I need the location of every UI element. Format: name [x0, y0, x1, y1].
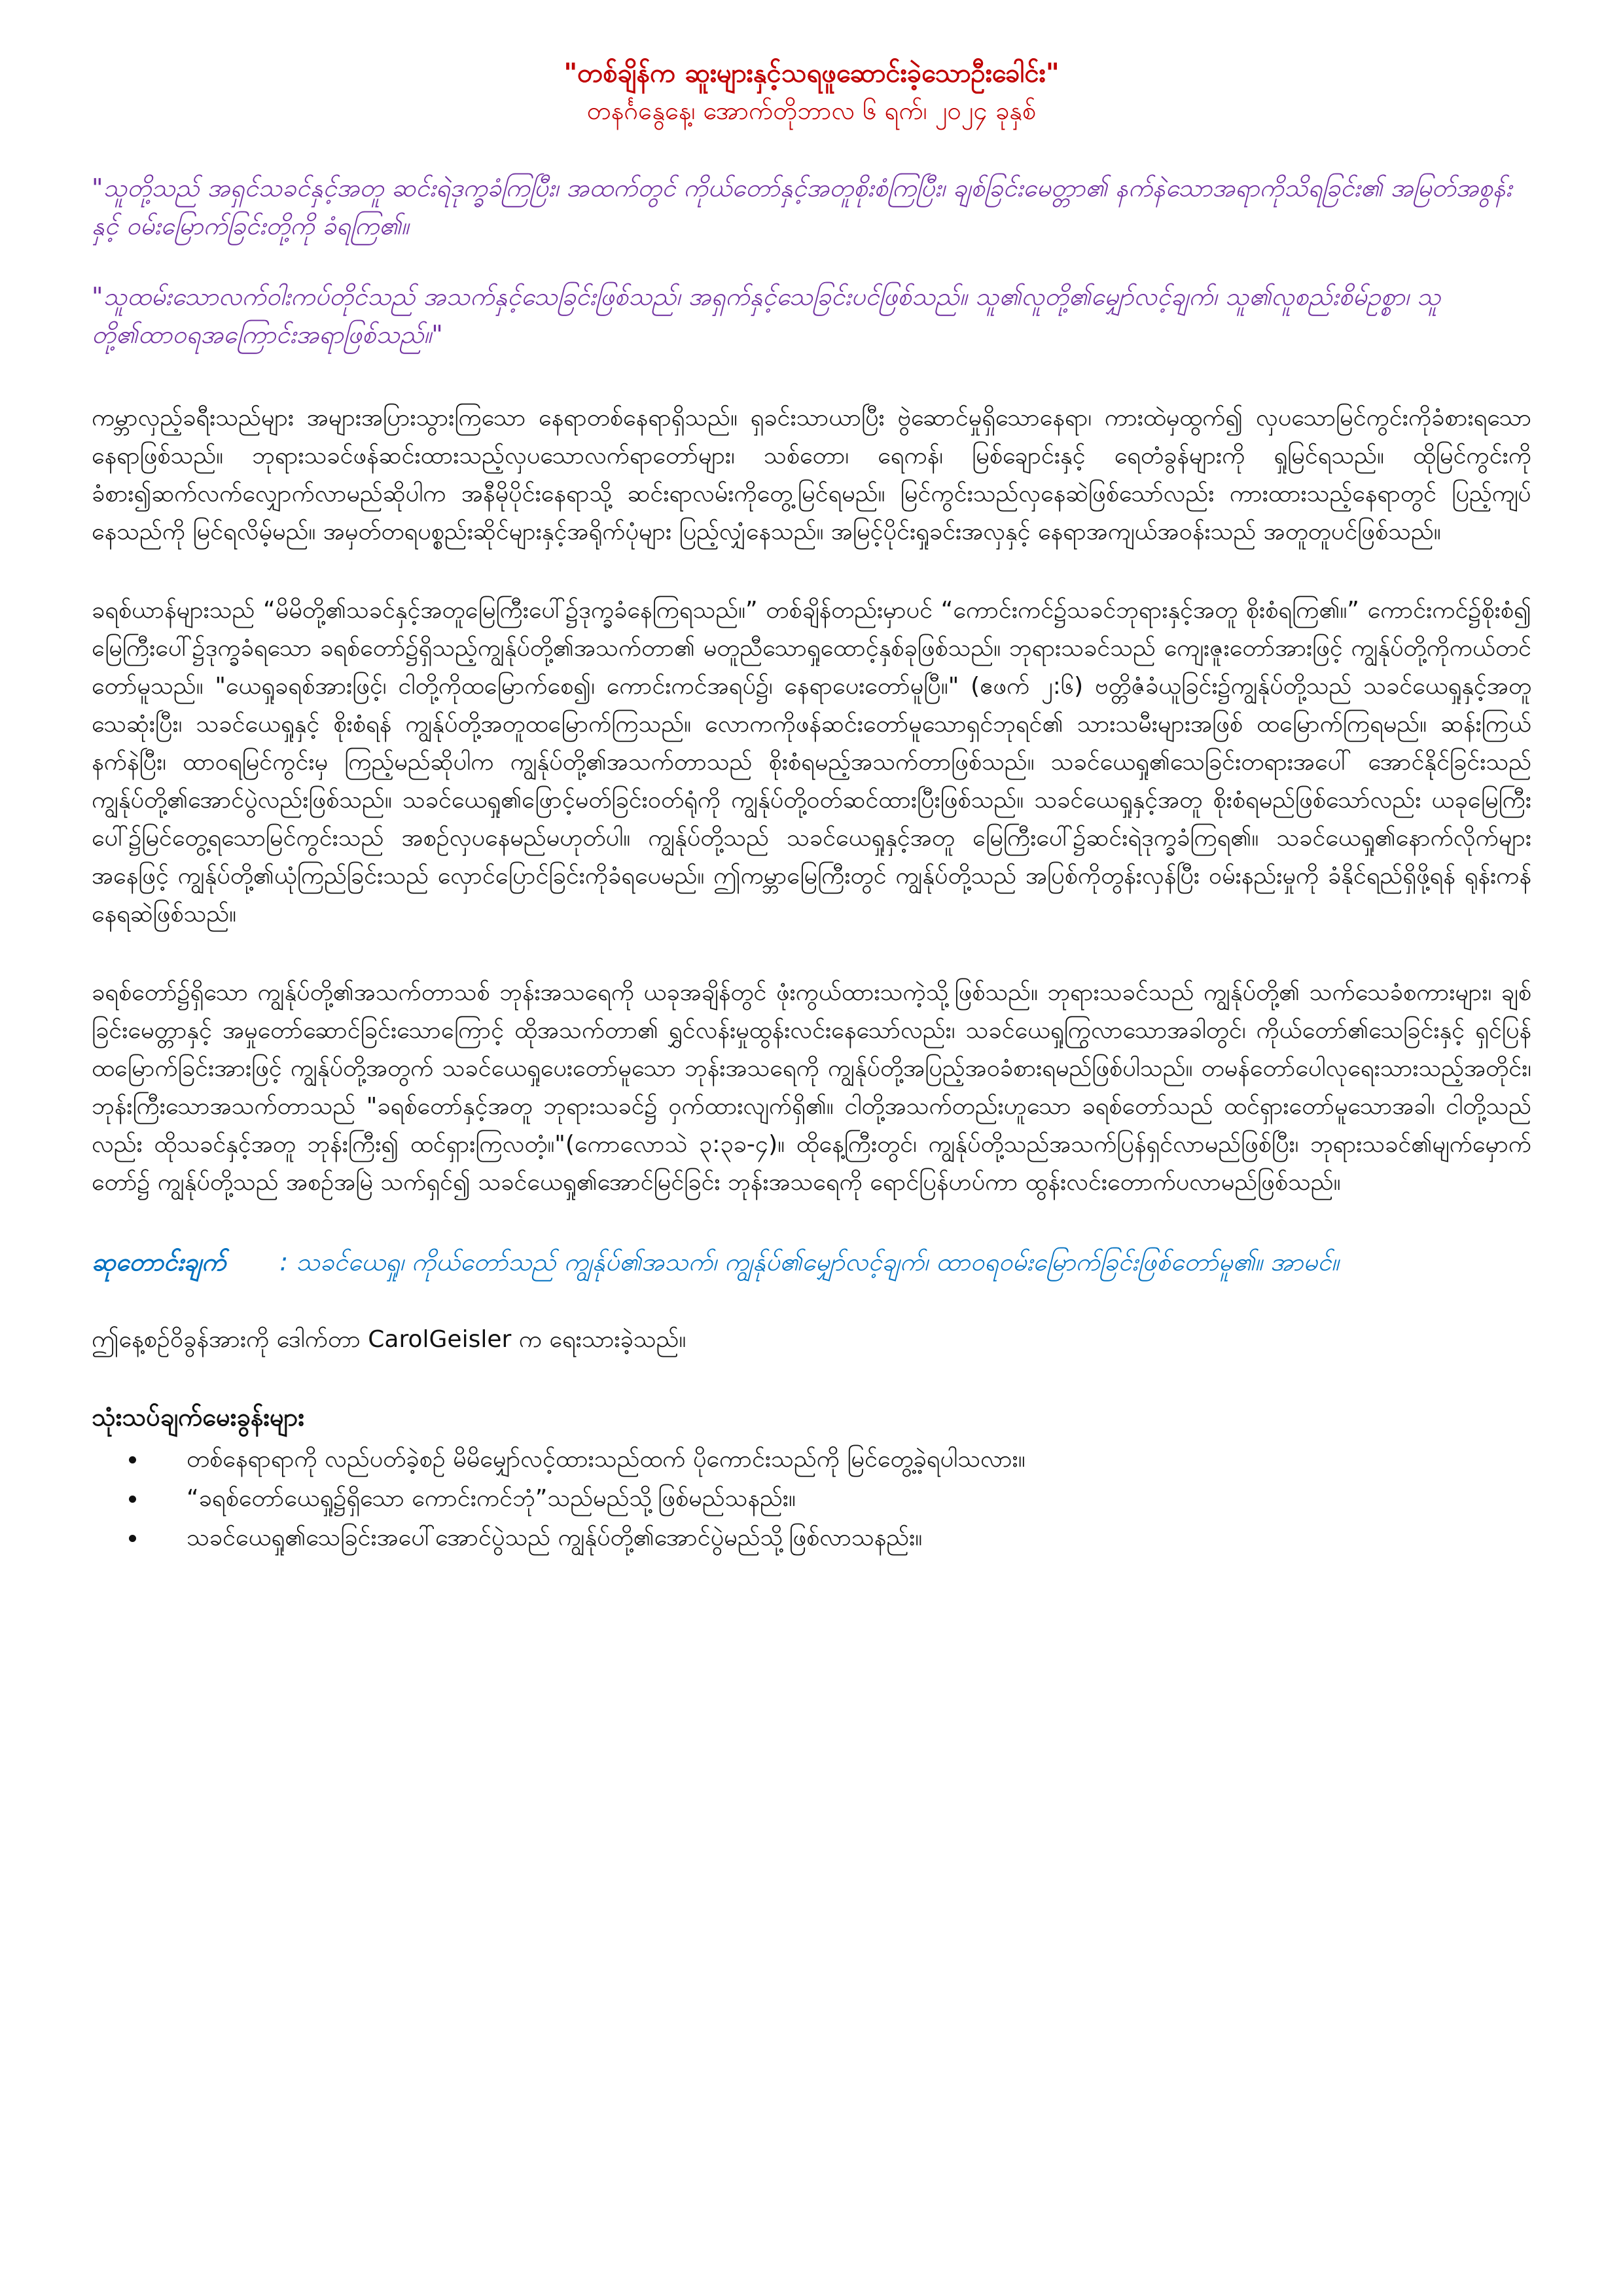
reflection-item: • တစ်နေရာရာကို လည်ပတ်ခဲ့စဉ် မိမိမျှော်လင့်ထားသည်ထက် ပိုကောင်းသည်ကို မြင်တွေ့ခဲ့ရပါသလား။	[147, 1440, 1531, 1479]
body-paragraph-2: ခရစ်ယာန်များသည် “မိမိတို့၏သခင်နှင့်အတူမြေကြီးပေါ်၌ဒုက္ခခံနေကြရသည်။” တစ်ချိန်တည်းမှာပင် “ကောင်းကင်၌သခင်ဘုရားနှင့်အတူ စိုးစံရကြ၏။” ကောင်းကင်၌စိုးစံ၍ မြေကြီးပေါ်၌ဒုက္ခခံရသော ခရစ်တော်၌ရှိသည့်ကျွန်ုပ်တို့၏အသက်တာ၏ မတူညီသောရှုထောင့်နှစ်ခုဖြစ်သည်။ ဘုရားသခင်သည် ကျေးဇူးတော်အားဖြင့် ကျွန်ုပ်တို့ကိုကယ်တင်တော်မူသည်။ "ယေရှုခရစ်အားဖြင့်၊ ငါတို့ကိုထမြောက်စေ၍၊ ကောင်းကင်အရပ်၌၊ နေရာပေးတော်မူပြီ။" (ဧဖက် ၂:၆) ဗတ္တိဇံခံယူခြင်း၌ကျွန်ုပ်တို့သည် သခင်ယေရှုနှင့်အတူသေဆုံးပြီး၊ သခင်ယေရှုနှင့် စိုးစံရန် ကျွန်ုပ်တို့အတူထမြောက်ကြသည်။ လောကကိုဖန်ဆင်းတော်မူသောရှင်ဘုရင်၏ သားသမီးများအဖြစ် ထမြောက်ကြရမည်။ ဆန်းကြယ်နက်နဲပြီး၊ ထာဝရမြင်ကွင်းမှ ကြည့်မည်ဆိုပါက ကျွန်ုပ်တို့၏အသက်တာသည် စိုးစံရမည့်အသက်တာဖြစ်သည်။ သခင်ယေရှု၏သေခြင်းတရားအပေါ် အောင်နိုင်ခြင်းသည် ကျွန်ုပ်တို့၏အောင်ပွဲလည်းဖြစ်သည်။ သခင်ယေရှု၏ဖြောင့်မတ်ခြင်းဝတ်ရုံကို ကျွန်ုပ်တို့ဝတ်ဆင်ထားပြီးဖြစ်သည်။ သခင်ယေရှုနှင့်အတူ စိုးစံရမည်ဖြစ်သော်လည်း ယခုမြေကြီးပေါ်၌မြင်တွေ့ရသောမြင်ကွင်းသည် အစဉ်လှပနေမည်မဟုတ်ပါ။ ကျွန်ုပ်တို့သည် သခင်ယေရှုနှင့်အတူ မြေကြီးပေါ်၌ဆင်းရဲဒုက္ခခံကြရ၏။ သခင်ယေရှု၏နောက်လိုက်များအနေဖြင့် ကျွန်ုပ်တို့၏ယုံကြည်ခြင်းသည် လှောင်ပြောင်ခြင်းကိုခံရပေမည်။ ဤကမ္ဘာမြေကြီးတွင် ကျွန်ုပ်တို့သည် အပြစ်ကိုတွန်းလှန်ပြီး ဝမ်းနည်းမှုကို ခံနိုင်ရည်ရှိဖို့ရန် ရုန်းကန်နေရဆဲဖြစ်သည်။	[92, 597, 1531, 927]
reflection-list	[92, 1440, 1531, 1558]
reflection-heading: သုံးသပ်ချက်မေးခွန်းများ	[92, 1403, 305, 1431]
prayer-text: သခင်ယေရှု၊ ကိုယ်တော်သည် ကျွန်ုပ်၏အသက်၊ ကျွန်ုပ်၏မျှော်လင့်ချက်၊ ထာဝရဝမ်းမြောက်ခြင်းဖြစ်တော်မူ၏။ အာမင်။	[296, 1247, 1339, 1276]
prayer-label: ဆုတောင်းချက်	[92, 1247, 226, 1276]
body-paragraph-1: ကမ္ဘာလှည့်ခရီးသည်များ အများအပြားသွားကြသော နေရာတစ်နေရာရှိသည်။ ရှခင်းသာယာပြီး ဗွဲဆောင်မှုရှိသောနေရာ၊ ကားထဲမှထွက်၍ လှပသောမြင်ကွင်းကိုခံစားရသောနေရာဖြစ်သည်။ ဘုရားသခင်ဖန်ဆင်းထားသည့်လှပသောလက်ရာတော်များ၊ သစ်တော၊ ရေကန်၊ မြစ်ချောင်းနှင့် ရေတံခွန်များကို ရှုမြင်ရသည်။ ထိုမြင်ကွင်းကို ခံစား၍ဆက်လက်လျှောက်လာမည်ဆိုပါက အနီမိုပိုင်းနေရာသို့ ဆင်းရာလမ်းကိုတွေ့မြင်ရမည်။ မြင်ကွင်းသည်လှနေဆဲဖြစ်သော်လည်း ကားထားသည့်နေရာတွင် ပြည့်ကျပ်နေသည်ကို မြင်ရလိမ့်မည်။ အမှတ်တရပစ္စည်းဆိုင်များနှင့်အရိုက်ပုံများ ပြည့်လျှံနေသည်။ အမြင့်ပိုင်းရှုခင်းအလှနှင့် နေရာအကျယ်အဝန်းသည် အတူတူပင်ဖြစ်သည်။	[92, 404, 1531, 545]
body-paragraph-3: ခရစ်တော်၌ရှိသော ကျွန်ုပ်တို့၏အသက်တာသစ် ဘုန်းအသရေကို ယခုအချိန်တွင် ဖုံးကွယ်ထားသကဲ့သို့ဖြစ်သည်။ ဘုရားသခင်သည် ကျွန်ုပ်တို့၏ သက်သေခံစကားများ၊ ချစ်ခြင်းမေတ္တာနှင့် အမှုတော်ဆောင်ခြင်းသောကြောင့် ထိုအသက်တာ၏ ရွှင်လန်းမှုထွန်းလင်းနေသော်လည်း၊ သခင်ယေရှုကြွလာသောအခါတွင်၊ ကိုယ်တော်၏သေခြင်းနှင့် ရှင်ပြန်ထမြောက်ခြင်းအားဖြင့် ကျွန်ုပ်တို့အတွက် သခင်ယေရှုပေးတော်မူသော ဘုန်းအသရေကို ကျွန်ုပ်တို့အပြည့်အဝခံစားရမည်ဖြစ်ပါသည်။ တမန်တော်ပေါလုရေးသားသည့်အတိုင်း၊ ဘုန်းကြီးသောအသက်တာသည် "ခရစ်တော်နှင့်အတူ ဘုရားသခင်၌ ဝှက်ထားလျက်ရှိ၏။ ငါတို့အသက်တည်းဟူသော ခရစ်တော်သည် ထင်ရှားတော်မူသောအခါ၊ ငါတို့သည်လည်း ထိုသခင်နှင့်အတူ ဘုန်းကြီး၍ ထင်ရှားကြလတံ့။"(ကောလောသဲ ၃:၃ခ-၄)။ ထိုနေ့ကြီးတွင်၊ ကျွန်ုပ်တို့သည်အသက်ပြန်ရှင်လာမည်ဖြစ်ပြီး၊ ဘုရားသခင်၏မျက်မှောက်တော်၌ ကျွန်ုပ်တို့သည် အစဉ်အမြဲ သက်ရှင်၍ သခင်ယေရှု၏အောင်မြင်ခြင်း ဘုန်းအသရေကို ရောင်ပြန်ဟပ်ကာ ထွန်းလင်းတောက်ပလာမည်ဖြစ်သည်။	[92, 979, 1531, 1196]
prayer-separator: :	[279, 1247, 289, 1276]
page-title: "တစ်ချိန်က ဆူးများနှင့်သရဖူဆောင်းခဲ့သောဦးခေါင်း"	[563, 58, 1060, 88]
date-line: တနင်္ဂနွေနေ့၊ အောက်တိုဘာလ ၆ ရက်၊ ၂၀၂၄ ခုနှစ်	[586, 96, 1037, 125]
opening-quote-1: "သူတို့သည် အရှင်သခင်နှင့်အတူ ဆင်းရဲဒုက္ခခံကြပြီး၊ အထက်တွင် ကိုယ်တော်နှင့်အတူစိုးစံကြပြီး၊ ချစ်ခြင်းမေတ္တာ၏ နက်နဲသောအရာကိုသိရခြင်း၏ အမြတ်အစွန်းနှင့် ဝမ်းမြောက်ခြင်းတို့ကို ခံရကြ၏။	[92, 173, 1512, 240]
reflection-item: • သခင်ယေရှု၏သေခြင်းအပေါ်အောင်ပွဲသည် ကျွန်ုပ်တို့၏အောင်ပွဲမည်သို့ဖြစ်လာသနည်း။	[147, 1518, 1531, 1558]
author-note: ဤနေ့စဉ်ဝိခွန်အားကို ဒေါက်တာ CarolGeisler က ရေးသားခဲ့သည်။	[92, 1326, 687, 1353]
devotional-page	[92, 55, 1531, 1558]
prayer-line	[92, 1242, 1531, 1282]
opening-quote-2: "သူထမ်းသောလက်ဝါးကပ်တိုင်သည် အသက်နှင့်သေခြင်းဖြစ်သည်၊ အရှက်နှင့်သေခြင်းပင်ဖြစ်သည်။ သူ၏လူတို့၏မျှော်လင့်ချက်၊ သူ၏လူစည်းစိမ်ဥစ္စာ၊ သူတို့၏ထာဝရအကြောင်းအရာဖြစ်သည်။"	[92, 282, 1441, 349]
reflection-item: • “ခရစ်တော်ယေရှု၌ရှိသော ကောင်းကင်ဘုံ”သည်မည်သို့ဖြစ်မည်သနည်း။	[147, 1479, 1531, 1518]
